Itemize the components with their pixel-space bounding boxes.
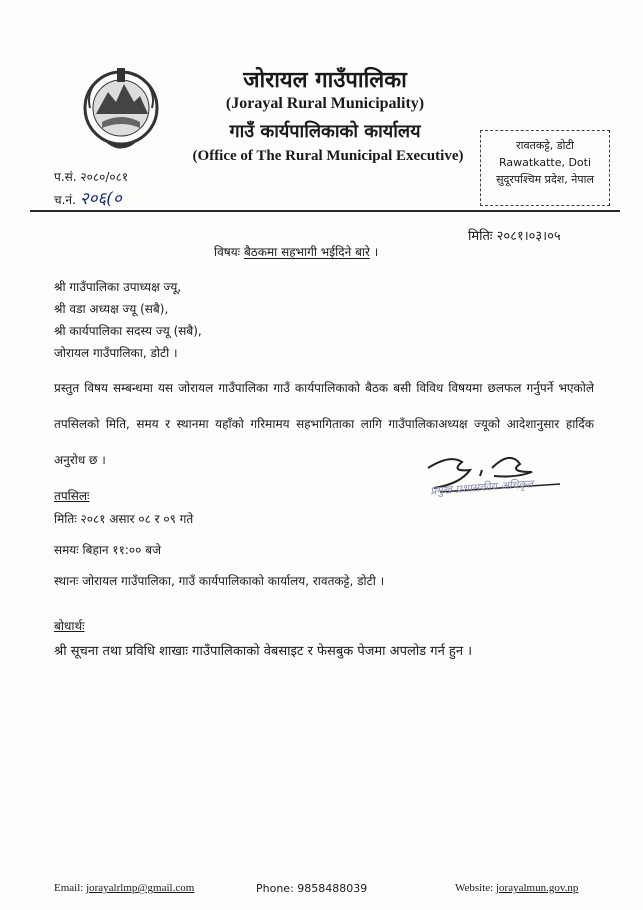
address-line: सुदूरपश्चिम प्रदेश, नेपाल [496, 173, 594, 186]
subject-text: बैठकमा सहभागी भईदिने बारे [243, 245, 370, 259]
footer-website [455, 882, 578, 894]
letter-date: मितिः २०८१।०३।०५ [468, 229, 561, 244]
detail-location: स्थानः जोरायल गाउँपालिका, गाउँ कार्यपालिकाको कार्यालय, रावतकट्टे, डोटी । [54, 574, 385, 588]
stamp-seal-text: प्रमुख प्रशासकीय अधिकृत [429, 477, 534, 498]
footer-email [54, 882, 194, 894]
subject-label: विषयः [214, 245, 241, 259]
addressee-line: जोरायल गाउँपालिका, डोटी । [54, 346, 178, 360]
addressee-line: श्री कार्यपालिका सदस्य ज्यू (सबै), [54, 324, 202, 338]
office-name-english: (Office of The Rural Municipal Executive) [192, 148, 464, 164]
cn-label: च.नं. [54, 193, 76, 207]
email-label: Email: [54, 882, 84, 894]
address-line: Rawatkatte, Doti [498, 156, 592, 169]
header-divider [30, 210, 620, 212]
phone-value: 9858488039 [297, 882, 368, 895]
email-link[interactable]: jorayalrlmp@gmail.com [86, 882, 195, 894]
letter-body: प्रस्तुत विषय सम्बन्धमा यस जोरायल गाउँपालिका गाउँ कार्यपालिकाको बैठक बसी विविध विषयमा छलफल गर्नुपर्ने भएकोले तपसिलको मिति, समय र स्थानमा यहाँको गरिमामय सहभागिताका लागि गाउँपालिकाअध्यक्ष ज्यूको आदेशानुसार हार्दिक अनुरोध छ । [54, 381, 594, 467]
address-line: रावतकट्टे, डोटी [516, 139, 574, 152]
addressee-line: श्री गाउँपालिका उपाध्यक्ष ज्यू, [54, 280, 182, 294]
letter-subject [214, 243, 378, 260]
cn-handwritten-value: २०६(० [79, 189, 122, 209]
cc-text: श्री सूचना तथा प्रविधि शाखाः गाउँपालिकाको वेबसाइट र फेसबुक पेजमा अपलोड गर्न हुन । [54, 644, 473, 659]
detail-date: मितिः २०८१ असार ०८ र ०९ गते [54, 512, 194, 526]
municipality-name-nepali: जोरायल गाउँपालिका [243, 68, 407, 93]
address-box [480, 130, 610, 206]
footer-phone [256, 882, 367, 895]
website-label: Website: [455, 882, 494, 894]
details-heading: तपसिलः [54, 489, 90, 503]
cn-number [54, 186, 122, 209]
municipality-name-english: (Jorayal Rural Municipality) [225, 95, 425, 112]
subject-end: । [373, 245, 379, 259]
office-name-nepali: गाउँ कार्यपालिकाको कार्यालय [229, 121, 421, 142]
nepal-emblem-icon [78, 62, 164, 154]
addressee-line: श्री वडा अध्यक्ष ज्यू (सबै), [54, 302, 169, 316]
website-link[interactable]: jorayalmun.gov.np [495, 882, 579, 894]
ps-number: प.सं. २०८०/०८१ [54, 170, 129, 184]
cc-heading: बोधार्थः [54, 619, 85, 633]
phone-label: Phone: [256, 882, 294, 895]
detail-time: समयः बिहान ११:०० बजे [54, 543, 161, 557]
